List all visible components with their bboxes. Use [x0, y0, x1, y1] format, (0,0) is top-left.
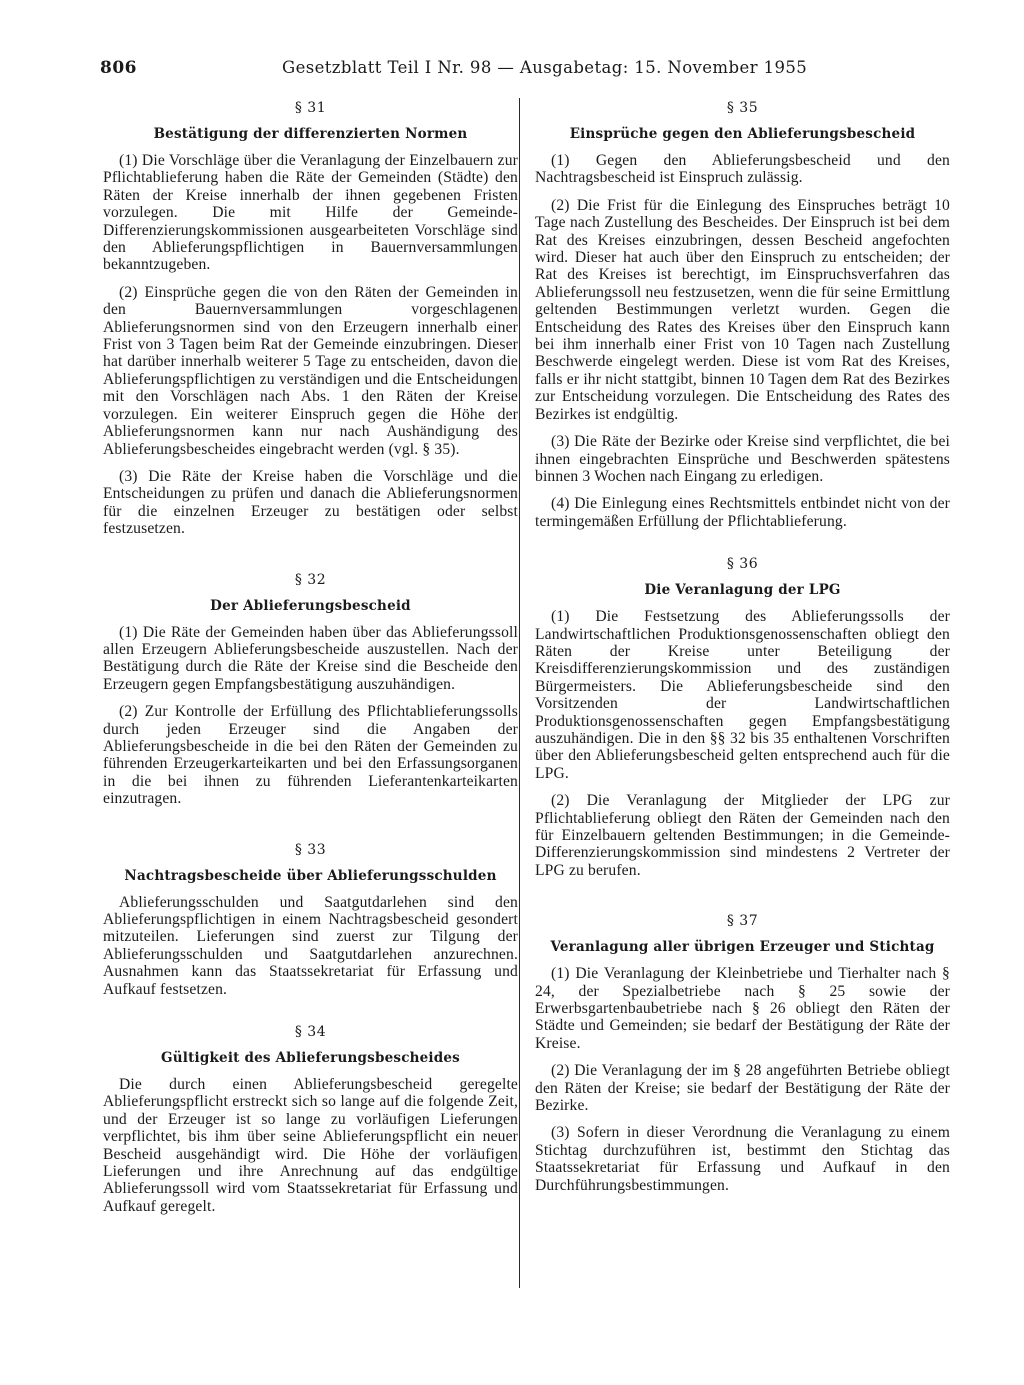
section-34: [103, 1024, 518, 1215]
section-title: Einsprüche gegen den Ablieferungsbescheid: [569, 126, 916, 142]
paragraph: (1) Die Festsetzung des Ablieferungssolls der Landwirtschaftlichen Produktionsgenossenschaften obliegt den Räten der Kreise unter Beteiligung der Kreisdifferenzierungskommission und des zuständigen Bürgermeisters. Die Ablieferungsbescheide sind den Vorsitzenden der Landwirtschaftlichen Produktionsgenossenschaften gegen Empfangsbestätigung auszuhändigen. Die in den §§ 32 bis 35 enthaltenen Vorschriften über den Ablieferungsbescheid gelten entsprechend auch für die LPG.: [535, 608, 950, 782]
paragraph: (1) Die Veranlagung der Kleinbetriebe und Tierhalter nach § 24, der Spezialbetriebe nach § 25 sowie der Erwerbsgartenbaubetriebe nach § 26 obliegt den Räten der Städte und Gemeinden; sie bedarf der Bestätigung der Räte der Kreise.: [535, 965, 950, 1052]
page-number: 806: [100, 58, 137, 78]
section-title: Bestätigung der differenzierten Normen: [153, 126, 468, 142]
paragraph: (3) Die Räte der Bezirke oder Kreise sind verpflichtet, die bei ihnen eingebrachten Einsprüche und Beschwerden spätestens binnen 3 Wochen nach Eingang zu erledigen.: [535, 433, 950, 485]
section-title: Veranlagung aller übrigen Erzeuger und Stichtag: [550, 939, 935, 956]
paragraph: (3) Sofern in dieser Verordnung die Veranlagung zu einem Stichtag durchzuführen ist, bestimmt den Stichtag das Staatssekretariat für Erfassung und Aufkauf in den Durchführungsbestimmungen.: [535, 1124, 950, 1194]
section-31: [103, 100, 518, 538]
section-33: [103, 842, 518, 998]
paragraph: Die durch einen Ablieferungsbescheid geregelte Ablieferungspflicht erstreckt sich so lange auf die folgende Zeit, und der Erzeuger ist so lange zu vorläufigen Lieferungen verpflichtet, bis ihm über seine Ablieferungspflicht ein neuer Bescheid ausgehändigt wird. Die Höhe der vorläufigen Lieferungen und ihre Anrechnung auf das endgültige Ablieferungssoll wird vom Staatssekretariat für Erfassung und Aufkauf geregelt.: [103, 1076, 518, 1215]
paragraph: (1) Die Vorschläge über die Veranlagung der Einzelbauern zur Pflichtablieferung haben die Räte der Gemeinden (Städte) den Räten der Kreise innerhalb der ihnen gegebenen Fristen vorzulegen. Die mit Hilfe der Gemeinde-Differenzierungskommissionen ausgearbeiteten Vorschläge sind den Ablieferungspflichtigen in Bauernversammlungen bekanntzugeben.: [103, 152, 518, 274]
paragraph: (3) Die Räte der Kreise haben die Vorschläge und die Entscheidungen zu prüfen und danach die Ablieferungsnormen für die einzelnen Erzeuger zu bestätigen oder selbst festzusetzen.: [103, 467, 518, 538]
section-title: Nachtragsbescheide über Ablieferungsschulden: [124, 867, 497, 884]
section-title: Die Veranlagung der LPG: [644, 582, 841, 599]
section-number: § 33: [294, 841, 327, 858]
section-title: Der Ablieferungsbescheid: [210, 597, 411, 614]
paragraph: (2) Die Frist für die Einlegung des Einspruches beträgt 10 Tage nach Zustellung des Bescheides. Der Einspruch ist bei dem Rat des Kreises einzubringen, dessen Bescheid angefochten wird. Dieser hat auch über den Einspruch zu entscheiden; der Rat des Kreises ist berechtigt, im Einspruchsverfahren das Ablieferungssoll neu festzusetzen, wenn die für seine Ermittlung geltenden Bestimmungen verletzt wurden. Gegen die Entscheidung des Rates des Kreises über den Einspruch kann bei ihm innerhalb einer Frist von 10 Tagen nach Zustellung Beschwerde eingelegt werden. Diese ist vom Rat des Kreises, falls er ihr nicht stattgibt, binnen 10 Tagen dem Rat des Bezirkes zur Entscheidung vorzulegen. Die Entscheidung des Rates des Bezirkes ist endgültig.: [535, 196, 950, 423]
section-37: [535, 913, 950, 1194]
section-number: § 31: [294, 100, 327, 116]
paragraph: Ablieferungsschulden und Saatgutdarlehen sind den Ablieferungspflichtigen in einem Nachtragsbescheid gesondert mitzuteilen. Lieferungen sind zuerst zur Tilgung der Ablieferungsschulden und Saatgutdarlehen anzurechnen. Ausnahmen kann das Staatssekretariat für Erfassung und Aufkauf festsetzen.: [103, 893, 518, 998]
paragraph: (2) Die Veranlagung der im § 28 angeführten Betriebe obliegt den Räten der Kreise; sie bedarf der Bestätigung der Räte der Bezirke.: [535, 1062, 950, 1115]
section-number: § 32: [294, 571, 327, 588]
paragraph: (2) Die Veranlagung der Mitglieder der LPG zur Pflichtablieferung obliegt den Räten der Gemeinden nach den für Einzelbauern geltenden Bestimmungen; in die Gemeinde-Differenzierungskommission sind mindestens 2 Vertreter der LPG zu berufen.: [535, 792, 950, 879]
right-column: [535, 100, 950, 1194]
paragraph: (2) Einsprüche gegen die von den Räten der Gemeinden in den Bauernversammlungen vorgeschlagenen Ablieferungsnormen sind von den Erzeugern innerhalb einer Frist von 3 Tagen beim Rat der Gemeinde einzubringen. Dieser hat darüber innerhalb weiterer 5 Tage zu entscheiden, davon die Ablieferungspflichtigen zu verständigen und die Entscheidungen mit den Vorschlägen nach Abs. 1 den Räten der Kreise vorzulegen. Ein weiterer Einspruch gegen die Höhe der Ablieferungsnormen kann nur nach Aushändigung des Ablieferungsbescheides eingebracht werden (vgl. § 35).: [103, 283, 518, 458]
paragraph: (1) Gegen den Ablieferungsbescheid und den Nachtragsbescheid ist Einspruch zulässig.: [535, 152, 950, 187]
column-divider: [519, 98, 520, 1288]
section-title: Gültigkeit des Ablieferungsbescheides: [161, 1050, 460, 1067]
section-32: [103, 572, 518, 808]
paragraph: (1) Die Räte der Gemeinden haben über das Ablieferungssoll allen Erzeugern Ablieferungsbescheide auszustellen. Nach der Bestätigung durch die Räte der Kreise sind die Bescheide den Erzeugern gegen Empfangsbestätigung auszuhändigen.: [103, 623, 518, 693]
header-title: Gesetzblatt Teil I Nr. 98 — Ausgabetag: 15. November 1955: [282, 58, 808, 77]
left-column: [103, 100, 518, 1215]
section-36: [535, 556, 950, 879]
section-number: § 34: [294, 1024, 327, 1041]
section-number: § 35: [726, 100, 759, 116]
section-number: § 36: [726, 556, 759, 573]
page-header: [100, 58, 808, 88]
section-number: § 37: [726, 913, 759, 930]
paragraph: (4) Die Einlegung eines Rechtsmittels entbindet nicht von der termingemäßen Erfüllung der Pflichtablieferung.: [535, 495, 950, 530]
section-35: [535, 100, 950, 530]
paragraph: (2) Zur Kontrolle der Erfüllung des Pflichtablieferungssolls durch jeden Erzeuger sind die Angaben der Ablieferungsbescheide in die bei den Räten der Gemeinden zu führenden Erzeugerkarteikarten und bei den Erfassungsorganen in die bei ihnen zu führenden Lieferantenkarteikarten einzutragen.: [103, 703, 518, 808]
